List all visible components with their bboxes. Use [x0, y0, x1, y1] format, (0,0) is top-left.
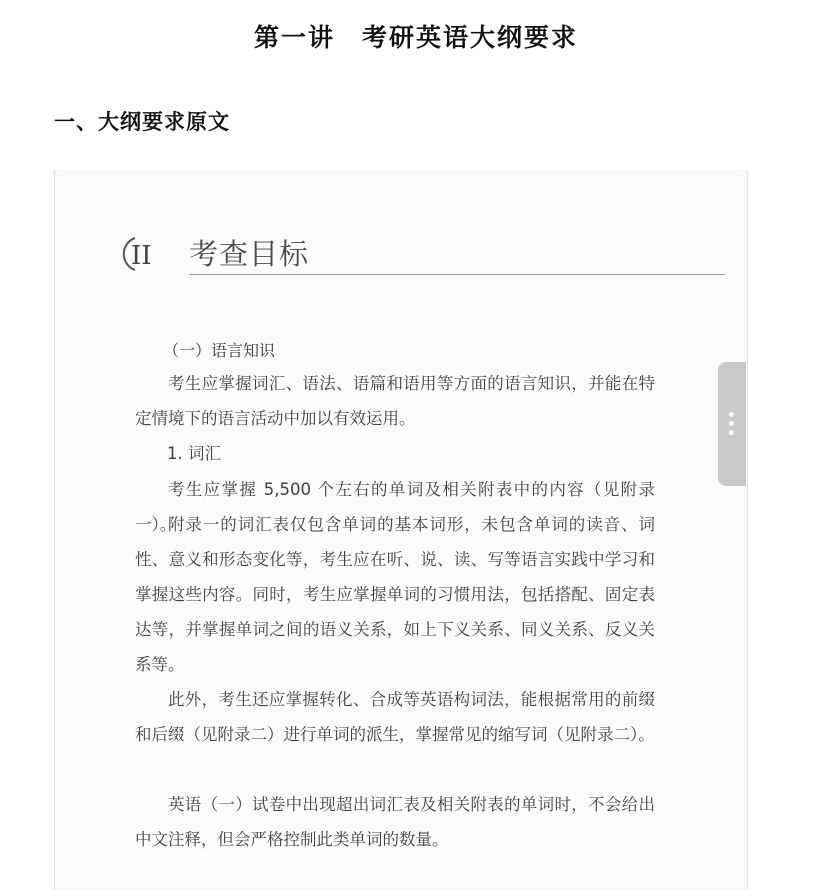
- intro-paragraph: 考生应掌握词汇、语法、语篇和语用等方面的语言知识，并能在特定情境下的语言活动中加以有效运用。: [135, 374, 655, 428]
- chapter-numeral: II: [131, 241, 152, 271]
- section-heading: 一、大纲要求原文: [54, 109, 230, 134]
- scanned-page-image: [54, 170, 748, 890]
- chapter-divider: [189, 274, 725, 275]
- document-title: 第一讲 考研英语大纲要求: [253, 23, 578, 52]
- paragraph: 此外，考生还应掌握转化、合成等英语构词法，能根据常用的前缀和后缀（见附录二）进行单词的派生，掌握常见的缩写词（见附录二）。: [135, 690, 655, 744]
- paragraph: 考生应掌握 5,500 个左右的单词及相关附表中的内容（见附录一）。: [135, 480, 655, 534]
- chapter-title: 考查目标: [189, 237, 310, 271]
- paragraph: 附录一的词汇表仅包含单词的基本词形，未包含单词的读音、词性、意义和形态变化等，考生应在听、说、读、写等语言实践中学习和掌握这些内容。同时，考生应掌握单词的习惯用法，包括搭配、固定表达等，并掌握单词之间的语义关系，如上下义关系、同义关系、反义关系等。: [135, 515, 655, 674]
- item-heading-vocabulary: 1. 词汇: [167, 444, 221, 463]
- paragraph: 英语（一）试卷中出现超出词汇表及相关附表的单词时，不会给出中文注释，但会严格控制此类单词的数量。: [135, 795, 655, 849]
- side-menu-tab[interactable]: [718, 362, 746, 486]
- chapter-numeral-badge: [119, 232, 163, 276]
- subheading-language-knowledge: （一）语言知识: [163, 341, 276, 360]
